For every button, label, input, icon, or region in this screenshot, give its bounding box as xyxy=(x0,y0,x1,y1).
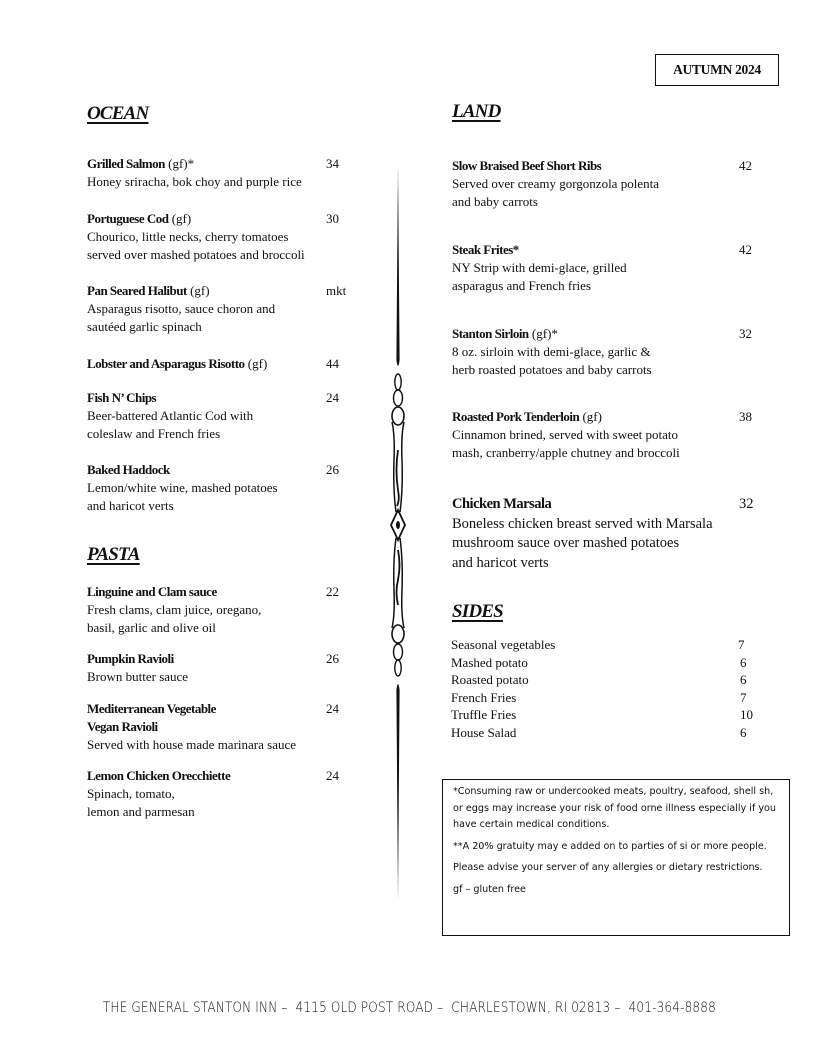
item-price: 32 xyxy=(739,496,754,512)
side-price: 6 xyxy=(740,724,747,740)
item-desc: asparagus and French fries xyxy=(452,278,591,293)
item-name: Lemon Chicken Orecchiette xyxy=(87,768,231,783)
side-item xyxy=(451,706,761,724)
item-price: 32 xyxy=(739,326,752,341)
menu-item-linguine-clam xyxy=(87,583,261,637)
item-desc: NY Strip with demi-glace, grilled xyxy=(452,260,627,275)
allergy-note: Please advise your server of any allergies or dietary restrictions. xyxy=(453,862,763,873)
item-name: Grilled Salmon xyxy=(87,156,165,171)
item-desc: Cinnamon brined, served with sweet potato xyxy=(452,427,679,442)
item-price: 42 xyxy=(739,242,752,257)
item-name: Lobster and Asparagus Risotto xyxy=(87,356,245,371)
item-desc: Asparagus risotto, sauce choron and xyxy=(87,301,276,316)
side-name: Truffle Fries xyxy=(451,707,517,723)
side-item xyxy=(451,671,761,689)
menu-item-fish-n-chips xyxy=(87,389,253,443)
item-desc: mash, cranberry/apple chutney and broccoli xyxy=(452,445,680,460)
side-price: 6 xyxy=(740,672,747,688)
item-price: 22 xyxy=(326,584,339,599)
item-desc: Beer-battered Atlantic Cod with xyxy=(87,408,254,423)
item-name: Portuguese Cod xyxy=(87,211,169,226)
item-tag: (gf) xyxy=(244,356,268,371)
side-price: 7 xyxy=(738,637,745,652)
item-tag: (gf) xyxy=(168,211,192,226)
item-name: Stanton Sirloin xyxy=(452,326,529,341)
side-name: French Fries xyxy=(451,689,517,705)
item-desc: Brown butter sauce xyxy=(87,669,189,684)
menu-item-baked-haddock xyxy=(87,461,278,515)
item-name: Baked Haddock xyxy=(87,462,170,477)
gf-legend: gf – gluten free xyxy=(453,883,526,895)
menu-item-lemon-chicken-orecchiette xyxy=(87,767,230,821)
item-price: 24 xyxy=(326,701,339,716)
item-price: 30 xyxy=(326,211,339,226)
item-tag: (gf) xyxy=(579,409,602,424)
item-desc: herb roasted potatoes and baby carrots xyxy=(452,362,652,377)
side-price: 10 xyxy=(740,707,753,723)
item-desc: basil, garlic and olive oil xyxy=(87,620,216,635)
menu-item-lobster-risotto xyxy=(87,355,267,373)
item-tag: (gf) xyxy=(186,283,210,298)
footer-address: THE GENERAL STANTON INN – 4115 OLD POST ROAD – CHARLESTOWN, RI 02813 – 401-364-8888 xyxy=(102,1000,716,1016)
item-desc: Served over creamy gorgonzola polenta xyxy=(452,176,659,191)
side-item xyxy=(451,689,761,707)
item-name: Steak Frites* xyxy=(452,242,519,257)
section-title-ocean: OCEAN xyxy=(87,103,149,124)
item-desc: Lemon/white wine, mashed potatoes xyxy=(87,480,278,495)
side-item xyxy=(451,654,761,672)
menu-item-short-ribs xyxy=(452,157,659,211)
disclaimer-box xyxy=(442,779,790,936)
item-desc: Honey sriracha, bok choy and purple rice xyxy=(87,174,302,189)
side-price: 6 xyxy=(740,654,747,670)
item-price: 44 xyxy=(326,356,339,371)
menu-item-vegan-ravioli xyxy=(87,700,296,754)
item-price: mkt xyxy=(326,283,347,298)
side-item xyxy=(451,724,761,742)
item-price: 26 xyxy=(326,651,339,666)
item-desc: sautéed garlic spinach xyxy=(87,319,202,334)
item-name: Chicken Marsala xyxy=(452,496,552,512)
item-tag: (gf)* xyxy=(164,156,195,171)
item-name-line2: Vegan Ravioli xyxy=(87,719,158,734)
item-desc: Served with house made marinara sauce xyxy=(87,737,297,752)
side-name: Seasonal vegetables xyxy=(451,637,556,652)
side-name: Mashed potato xyxy=(451,654,528,670)
item-name: Fish N’ Chips xyxy=(87,390,157,405)
item-desc: lemon and parmesan xyxy=(87,804,195,819)
side-name: House Salad xyxy=(451,724,517,740)
item-name: Mediterranean Vegetable xyxy=(87,701,216,716)
item-desc: and baby carrots xyxy=(452,194,538,209)
gratuity-note: **A 20% gratuity may e added on to parties of si or more people. xyxy=(453,840,767,852)
item-desc: mushroom sauce over mashed potatoes xyxy=(452,535,680,551)
raw-food-warning: *Consuming raw or undercooked meats, poultry, seafood, shell sh, or eggs may increase your risk of food orne illness especially if you have certain medical conditions. xyxy=(453,786,777,830)
item-price: 38 xyxy=(739,409,752,424)
item-tag: (gf)* xyxy=(528,326,558,341)
section-title-pasta: PASTA xyxy=(87,544,140,565)
item-name: Slow Braised Beef Short Ribs xyxy=(452,158,602,173)
season-badge xyxy=(655,54,779,86)
sides-list xyxy=(451,636,761,742)
section-title-sides: SIDES xyxy=(452,601,503,622)
side-item xyxy=(451,636,761,654)
item-price: 26 xyxy=(326,462,339,477)
item-desc: Boneless chicken breast served with Marsala xyxy=(452,515,713,532)
item-desc: Spinach, tomato, xyxy=(87,786,175,801)
menu-item-steak-frites xyxy=(452,241,627,295)
menu-item-chicken-marsala xyxy=(452,495,713,573)
item-desc: and haricot verts xyxy=(87,498,174,513)
item-name: Roasted Pork Tenderloin xyxy=(452,409,580,424)
menu-item-pan-seared-halibut xyxy=(87,282,275,336)
side-price: 7 xyxy=(740,689,747,705)
item-name: Linguine and Clam sauce xyxy=(87,584,217,599)
side-name: Roasted potato xyxy=(451,672,529,688)
item-name: Pumpkin Ravioli xyxy=(87,651,174,666)
menu-item-pumpkin-ravioli xyxy=(87,650,188,686)
item-price: 42 xyxy=(739,158,752,173)
menu-item-grilled-salmon xyxy=(87,155,302,191)
item-desc: and haricot verts xyxy=(452,554,549,571)
item-desc: 8 oz. sirloin with demi-glace, garlic & xyxy=(452,344,651,359)
item-price: 24 xyxy=(326,390,339,405)
ornamental-divider xyxy=(383,160,413,905)
menu-item-pork-tenderloin xyxy=(452,408,680,462)
item-name: Pan Seared Halibut xyxy=(87,283,187,298)
section-title-land: LAND xyxy=(452,101,501,122)
item-price: 34 xyxy=(326,156,339,171)
item-price: 24 xyxy=(326,768,339,783)
menu-item-portuguese-cod xyxy=(87,210,305,264)
item-desc: Chourico, little necks, cherry tomatoes xyxy=(87,229,289,244)
menu-item-stanton-sirloin xyxy=(452,325,652,379)
item-desc: Fresh clams, clam juice, oregano, xyxy=(87,602,262,617)
item-desc: served over mashed potatoes and broccoli xyxy=(87,247,305,262)
season-label: AUTUMN 2024 xyxy=(673,62,761,77)
item-desc: coleslaw and French fries xyxy=(87,426,221,441)
